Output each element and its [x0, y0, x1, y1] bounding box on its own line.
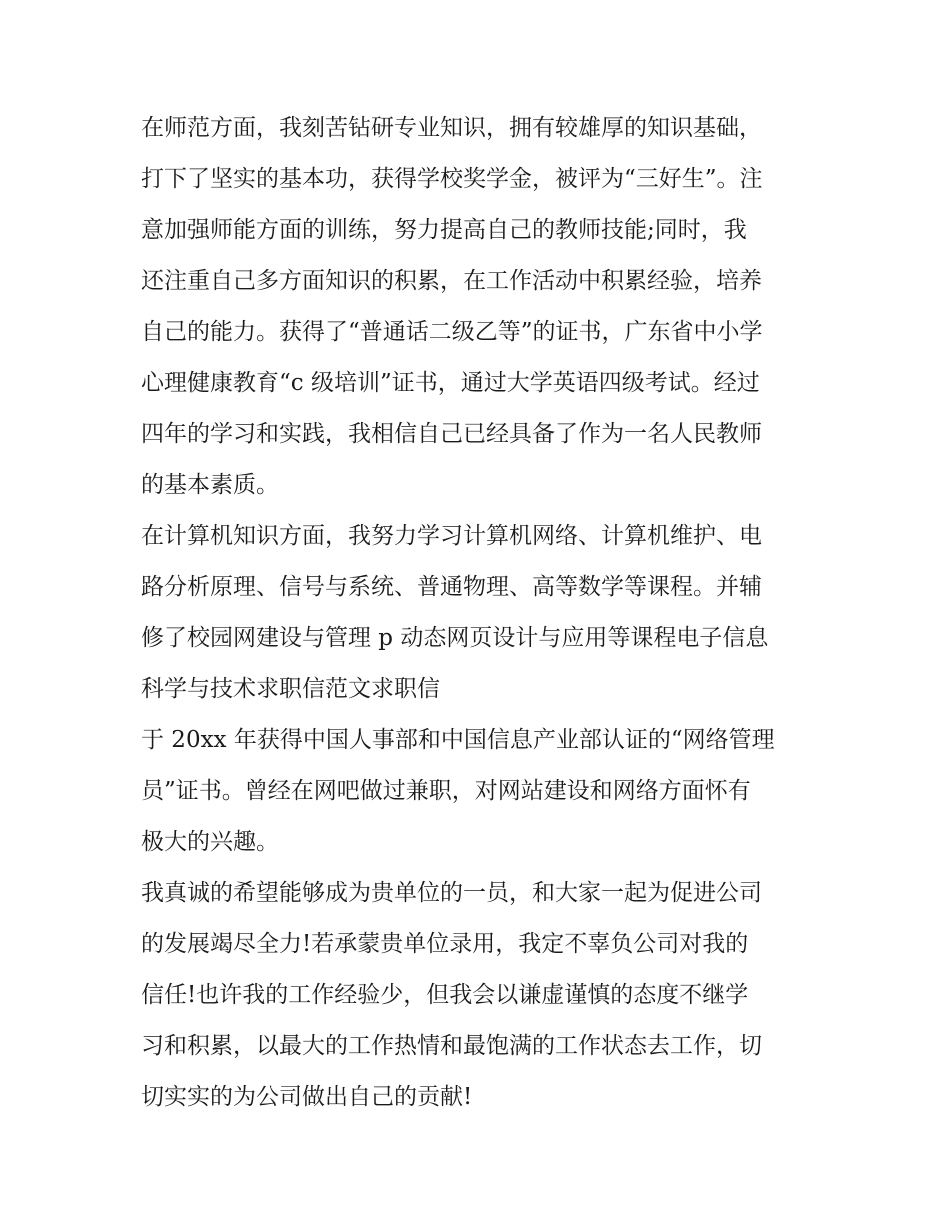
text-line: 在计算机知识方面，我努力学习计算机网络、计算机维护、电	[141, 523, 762, 549]
text-line: 路分析原理、信号与系统、普通物理、高等数学等课程。并辅	[141, 574, 762, 600]
text-line: 的基本素质。	[141, 472, 279, 498]
text-line: 四年的学习和实践，我相信自己已经具备了作为一名人民教师	[141, 421, 762, 447]
document-body	[141, 103, 831, 1123]
text-line: 于 20xx 年获得中国人事部和中国信息产业部认证的“网络管理	[141, 727, 775, 753]
text-line: 还注重自己多方面知识的积累，在工作活动中积累经验，培养	[141, 268, 762, 294]
text-line: 心理健康教育“c 级培训”证书，通过大学英语四级考试。经过	[141, 370, 760, 396]
text-line: 极大的兴趣。	[141, 829, 279, 855]
text-line: 员”证书。曾经在网吧做过兼职，对网站建设和网络方面怀有	[141, 778, 751, 804]
text-line: 切实实的为公司做出自己的贡献!	[141, 1084, 473, 1110]
text-line: 修了校园网建设与管理 p 动态网页设计与应用等课程电子信息	[141, 625, 769, 651]
text-line: 习和积累，以最大的工作热情和最饱满的工作状态去工作，切	[141, 1033, 762, 1059]
text-line: 在师范方面，我刻苦钻研专业知识，拥有较雄厚的知识基础，	[141, 115, 762, 141]
text-line: 意加强师能方面的训练，努力提高自己的教师技能;同时，我	[141, 217, 747, 243]
text-line: 科学与技术求职信范文求职信	[141, 676, 440, 702]
text-line: 打下了坚实的基本功，获得学校奖学金，被评为“三好生”。注	[141, 166, 763, 192]
text-line: 我真诚的希望能够成为贵单位的一员，和大家一起为促进公司	[141, 880, 762, 906]
text-line: 信任!也许我的工作经验少，但我会以谦虚谨慎的态度不继学	[141, 982, 749, 1008]
text-line: 的发展竭尽全力!若承蒙贵单位录用，我定不辜负公司对我的	[141, 931, 749, 957]
text-line: 自己的能力。获得了“普通话二级乙等”的证书，广东省中小学	[141, 319, 763, 345]
